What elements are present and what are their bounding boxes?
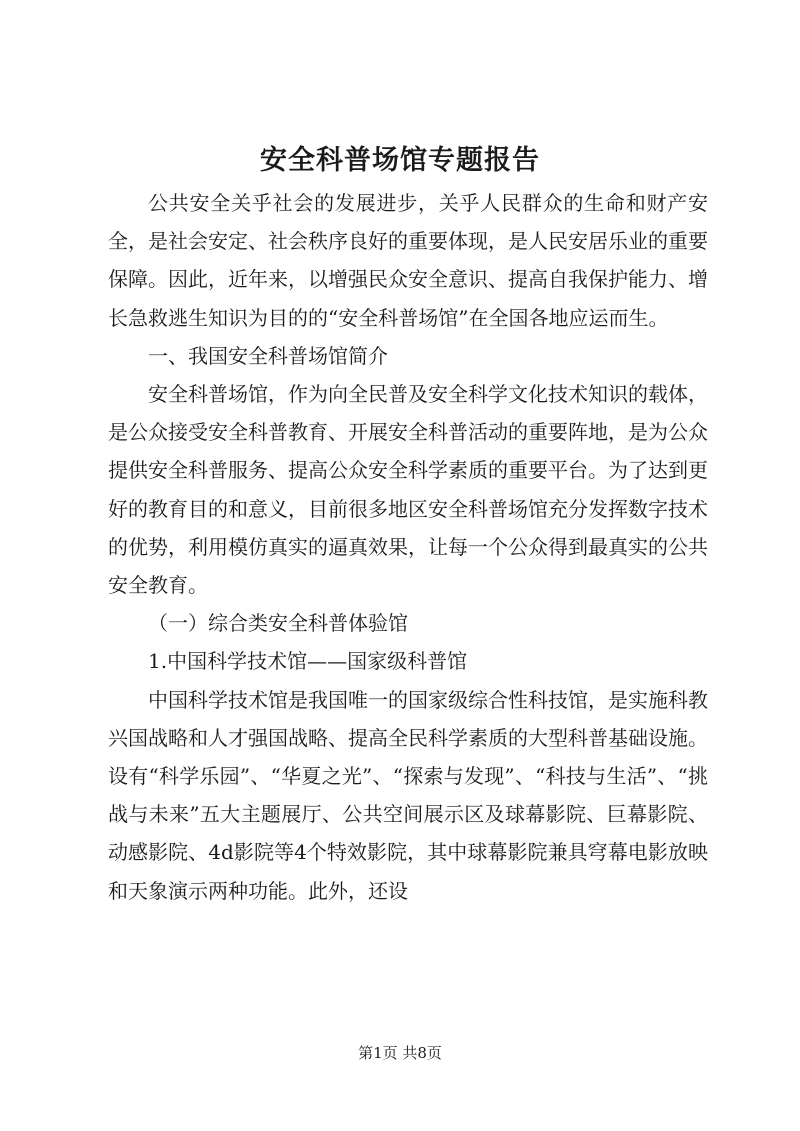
subsection-heading-1: （一）综合类安全科普体验馆 xyxy=(148,611,408,636)
paragraph-venue-intro: 安全科普场馆，作为向全民普及安全科学文化技术知识的载体，是公众接受安全科普教育、开展安全科普活动的重要阵地，是为公众提供安全科普服务、提高公众安全科学素质的重要平台。为了达到更好的教育目的和意义，目前很多地区安全科普场馆充分发挥数字技术的优势，利用模仿真实的逼真效果，让每一个公众得到最真实的公共安全教育。 xyxy=(108,382,708,598)
item-heading-1: 1.中国科学技术馆——国家级科普馆 xyxy=(148,649,468,674)
page-number-footer: 第1页 共8页 xyxy=(358,1044,442,1062)
paragraph-intro: 公共安全关乎社会的发展进步，关乎人民群众的生命和财产安全，是社会安定、社会秩序良好的重要体现，是人民安居乐业的重要保障。因此，近年来，以增强民众安全意识、提高自我保护能力、增长急救逃生知识为目的的“安全科普场馆”在全国各地应运而生。 xyxy=(108,191,708,330)
paragraph-cstm: 中国科学技术馆是我国唯一的国家级综合性科技馆，是实施科教兴国战略和人才强国战略、提高全民科学素质的大型科普基础设施。设有“科学乐园”、“华夏之光”、“探索与发现”、“科技与生活”、“挑战与未来”五大主题展厅、公共空间展示区及球幕影院、巨幕影院、动感影院、4d影院等4个特效影院，其中球幕影院兼具穹幕电影放映和天象演示两种功能。此外，还设 xyxy=(108,687,708,903)
section-heading-1: 一、我国安全科普场馆简介 xyxy=(148,343,388,368)
document-body xyxy=(108,184,708,910)
document-title: 安全科普场馆专题报告 xyxy=(260,145,540,176)
